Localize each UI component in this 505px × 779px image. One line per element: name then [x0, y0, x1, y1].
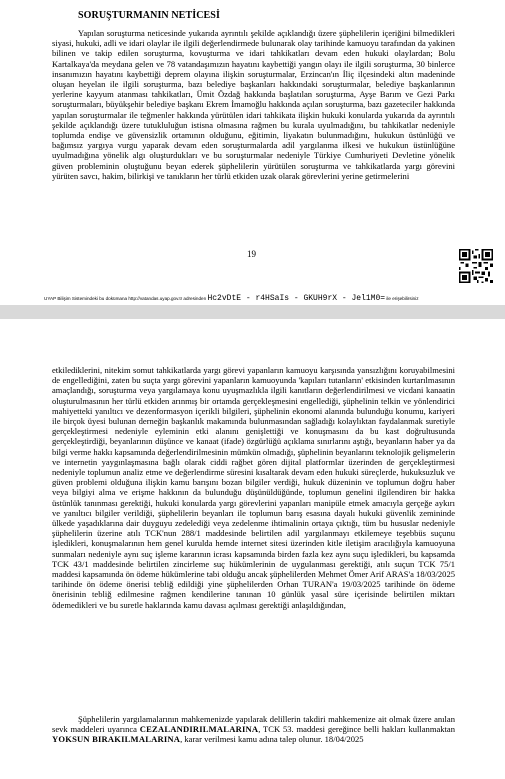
document-page-2	[0, 319, 505, 779]
qr-code-icon	[459, 249, 493, 283]
closing-verdict-2: YOKSUN BIRAKILMALARINA	[52, 734, 181, 745]
page2-closing-paragraph	[52, 714, 455, 745]
section-heading: SORUŞTURMANIN NETİCESİ	[78, 10, 220, 21]
page2-paragraph: etkilediklerini, nitekim somut tahkikatlarda yargı görevi yapanların kamuoyu karşısında yansızlığını koruyabilmesini de engellediğini, zaten bu suçta yargı görevini yapanların kamuoyunda 'kapıları tutanların' etkisinden kurtarılmasının amaçlandığı, soruşturma veya yargılamaya konu uyuşmazlıkla ilgili kanıtların değerlendirilmesi ve vicdani kanaatin oluşturulmasının her türlü etkiden arınmış bir ortamda gerçekleşmesini engellediği, şüphelinin telkin ve yönlendirici mahiyetteki yanıltıcı ve dezenformasyon içerikli bilgileri, şüphelinin ekonomi alanında bulunduğu konumu, kariyeri ile birçok üyesi bulunan derneğin başkanlık makamında bulunmasından sağladığı kolaylıktan faydalanmak suretiyle gerçekleştirmesi nedeniyle eyleminin etki alanını genişlettiği ve konuşmasını da bu kast doğrultusunda gerçekleştirdiği, beyanlarının düşünce ve kanaat (ifade) özgürlüğü açıklama sınırlarını aştığı, beyanların haber ya da bilgi verme hakkı kapsamında değerlendirilmesinin mümkün olmadığı, şüphelinin beyanlarını teknolojik gelişmelerin ve internetin yaygınlaşmasına bağlı olarak ciddi rağbet gören dijital platformlar üzerinden de gerçekleştirmesi nedeniyle toplumun analiz etme ve değerlendirme süresini kısaltarak devam eden hukuki süreçlerde, hukuksuzluk ve güven problemi olduğuna ilişkin kamu barışını bozan bilgiler verdiği, hukuk düzeninin ve toplumun doğru haber veya bilgiyi alma ve erişme hakkının da bulunduğu düşünüldüğünde, toplumun genelini ilgilendiren bir hakka üstünlük tanınması gerektiği, hukuki konularda yargı görevlerini yapanları manipüle etmek amacıyla gerçeğe aykırı ve yanıltıcı bilgiler verildiği, şüphelilerin beyanları ile toplumun barış esasına dayalı hukuki güvenlik zemininde ülkede yaşadıklarına dair duyguyu zedelediği veya zedelenme ihtimalinin ortaya çıktığı, tüm bu hususlar nedeniyle şüphelilerin üzerine atılı TCK'nun 288/1 maddesinde belirtilen adil yargılanmayı etkilemeye teşebbüs suçunu işledikleri, konuşmalarının hem genel kurulda hemde internet sitesi üzerinden kitle iletişim aracılığıyla kamuoyuna sunmaları nedeniyle aynı suç işleme kararının icrası kapsamında birden fazla kez aynı suçu işledikleri, bu kapsamda TCK 43/1 maddesinde belirtilen zincirleme suç hükümlerinin de uygulanması gerektiği, atılı suçun TCK 75/1 maddesi kapsamında ön ödeme hükümlerine tabi olduğu ancak şüphelilerden Mehmet Ömer Arif ARAS'a 18/03/2025 tarihinde ön ödeme önerisi tebliğ edildiği yine şüphelilerden Orhan TURAN'a 19/03/2025 tarihinde ön ödeme önerisinin tebliğ edilmesine rağmen kendilerine tanınan 10 günlük yasal süre içerisinde belirtilen miktarı ödemedikleri ve bu suretle haklarında kamu davası açılması gerektiği anlaşıldığından,	[52, 365, 455, 610]
uyap-footer	[44, 293, 464, 303]
page1-paragraph-text: Yapılan soruşturma neticesinde yukarıda ayrıntılı şekilde açıklandığı üzere şüphelilerin içeriğini bilmedikleri siyasi, hukuki, adli ve idari olaylar ile ilgili değerlendirmede bulunarak olay tarihinde kamuoyu tarafından da yakinen bilinen ve takip edilen soruşturma, kovuşturma ve idari tahkikatları devam eden hukuki olaylardan; Bolu Kartalkaya'da meydana gelen ve 78 vatandaşımızın hayatını kaybettiği yangın olayı ile ilgili soruşturma, 30 binlerce insanımızın hayatını kaybettiği deprem olayına ilişkin soruşturmalar, Erzincan'ın İliç ilçesindeki altın madeninde oluşan heyelan ile ilgili soruşturma, bazı belediye başkanları hakkındaki soruşturmalar, belediye başkanlarının yerlerine kayyum atanması tahkikatları, Ümit Özdağ hakkında başlatılan soruşturma, Ayşe Barım ve Gezi Parkı soruşturmaları, büyükşehir belediye başkanı Ekrem İmamoğlu hakkında açılan soruşturma, bazı gazeteciler hakkında yapılan soruşturmalar ile teğmenler hakkında yürütülen idari tahkikata ilişkin hukuki konularda yukarıda da ayrıntılı şekilde açıklandığı üzere tutukluluğun istisna olmasına rağmen bu kurala uyulmadığını, bu tahkikatlar nedeniyle toplumda endişe ve güvensizlik ortamının olduğunu, eğitimin, liyakatın bulunmadığını, hukukun üstünlüğü ve bağımsız yargıya vurgu yaparak devam eden soruşturmalarda adil yargılanma ilkesi ve hukukun üstünlüğüne uyulmadığına yönelik algı oluşturdukları ve bu soruşturmalar nedeniyle Türkiye Cumhuriyeti Devletine yönelik güven probleminin oluştuğunu beyan ederek şüphelilerin yürütülen soruşturma ve tahkikatlarda yargı görevini yürüten savcı, hakim, bilirkişi ve tanıkların her türlü etkiden uzak olarak görevlerini yerine getirmelerini	[52, 28, 455, 181]
closing-text-1: Şüphelilerin yargılamalarının mahkemenizde yapılarak delillerin takdiri mahkemenize ait olmak üzere anılan sevk maddeleri uyarınca	[52, 714, 455, 735]
footer-prefix: UYAP Bilişim Sistemindeki bu dokümana http://vatandas.uyap.gov.tr adresinden	[44, 296, 207, 301]
verification-code: Hc2vDtE - r4HSaIs - GKUH9rX - Jel1M0=	[207, 294, 386, 303]
footer-suffix: ile erişebilirsiniz	[386, 296, 419, 301]
closing-verdict-1: CEZALANDIRILMALARINA	[139, 724, 259, 735]
document-page-1	[0, 0, 505, 305]
page-separator	[0, 305, 505, 319]
page1-paragraph	[52, 28, 455, 181]
page-number: 19	[247, 249, 256, 259]
closing-text-3: , karar verilmesi kamu adına talep olunur. 18/04/2025	[180, 734, 364, 745]
closing-text-2: , TCK 53. maddesi gereğince belli hakları kullanmaktan	[258, 724, 455, 735]
